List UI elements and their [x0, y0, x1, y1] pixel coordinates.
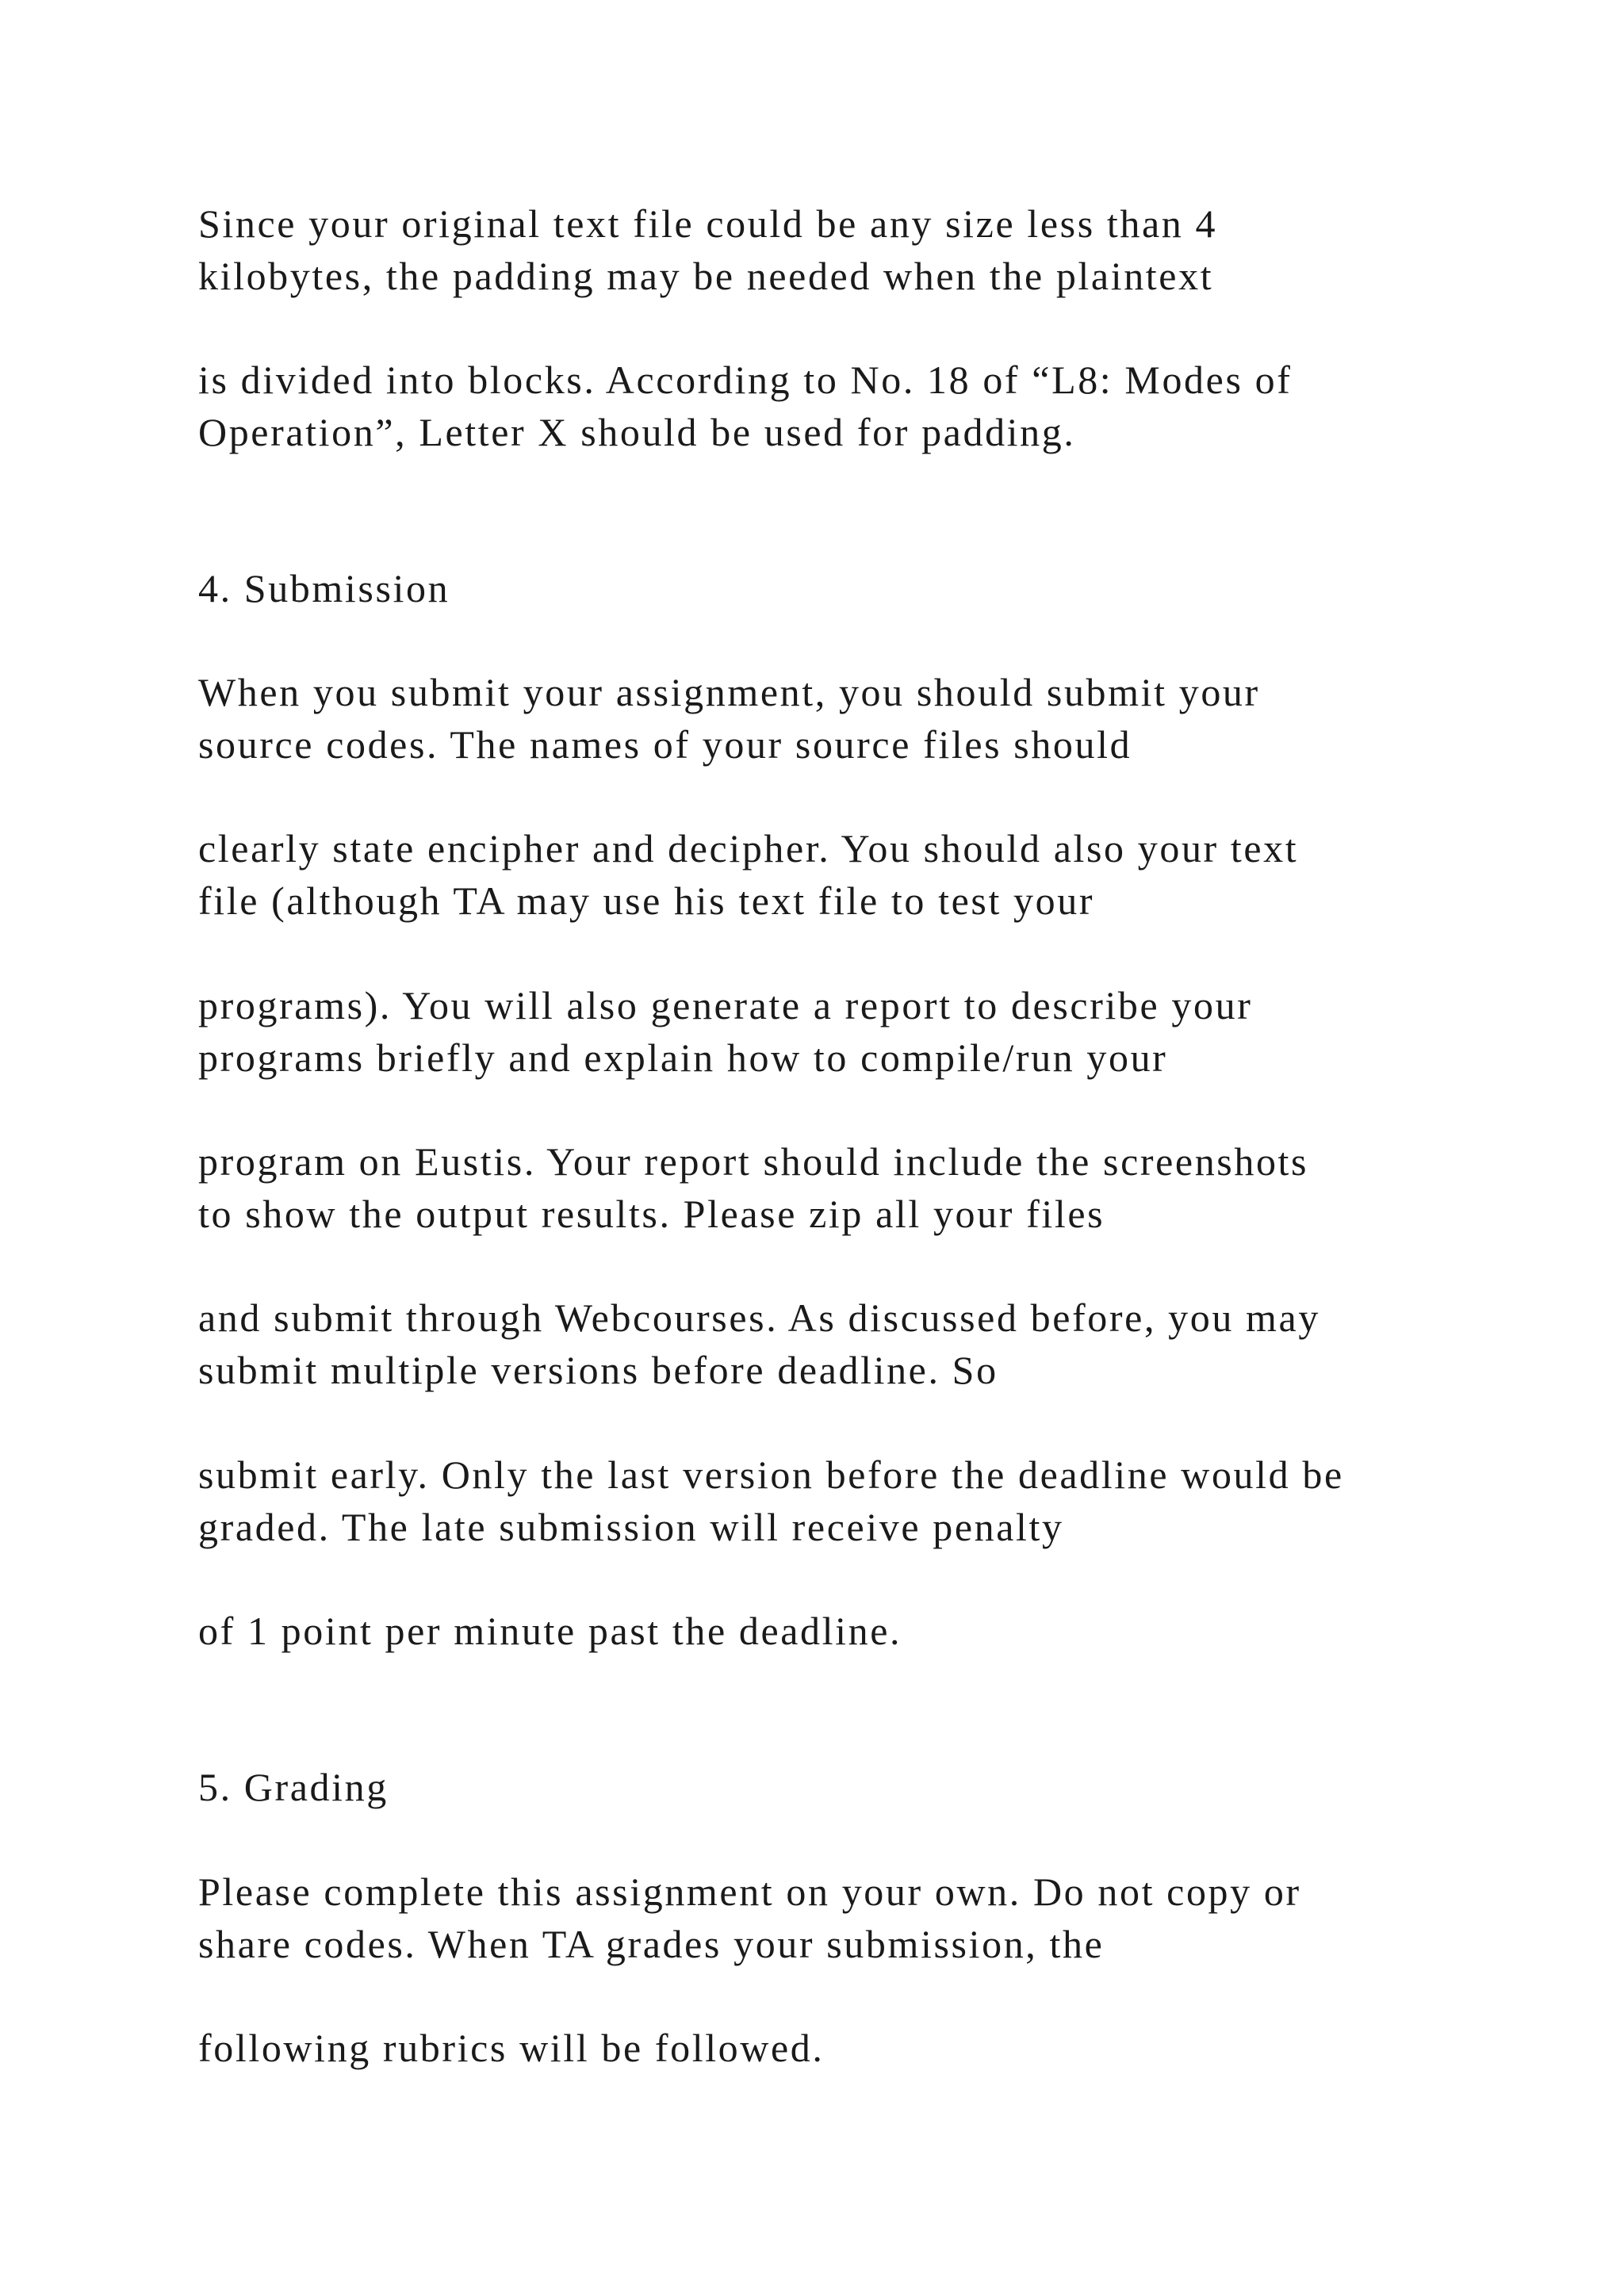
text-line: and submit through Webcourses. As discussed before, you may [198, 1295, 1320, 1340]
text-line: graded. The late submission will receive penalty [198, 1505, 1064, 1549]
text-line: When you submit your assignment, you should submit your [198, 670, 1260, 714]
text-line: Operation”, Letter X should be used for padding. [198, 410, 1076, 454]
text-line: programs). You will also generate a report to describe your [198, 983, 1253, 1027]
text-line: Please complete this assignment on your own. Do not copy or [198, 1869, 1301, 1914]
text-line: source codes. The names of your source files should [198, 722, 1132, 767]
section-heading-grading: 5. Grading [198, 1765, 389, 1809]
text-line: is divided into blocks. According to No. 18 of “L8: Modes of [198, 358, 1293, 402]
section-heading-submission: 4. Submission [198, 566, 450, 610]
text-line: submit multiple versions before deadline. So [198, 1348, 998, 1392]
text-line: following rubrics will be followed. [198, 2026, 825, 2070]
text-line: programs briefly and explain how to compile/run your [198, 1035, 1168, 1080]
text-line: submit early. Only the last version before the deadline would be [198, 1452, 1344, 1497]
text-line: kilobytes, the padding may be needed when the plaintext [198, 254, 1214, 298]
text-line: Since your original text file could be any size less than 4 [198, 201, 1218, 246]
text-line: clearly state encipher and decipher. You should also your text [198, 826, 1299, 871]
text-line: of 1 point per minute past the deadline. [198, 1609, 902, 1653]
text-line: file (although TA may use his text file to test your [198, 878, 1095, 923]
text-line: to show the output results. Please zip all your files [198, 1192, 1105, 1236]
text-line: program on Eustis. Your report should include the screenshots [198, 1139, 1309, 1184]
text-line: share codes. When TA grades your submission, the [198, 1922, 1105, 1966]
